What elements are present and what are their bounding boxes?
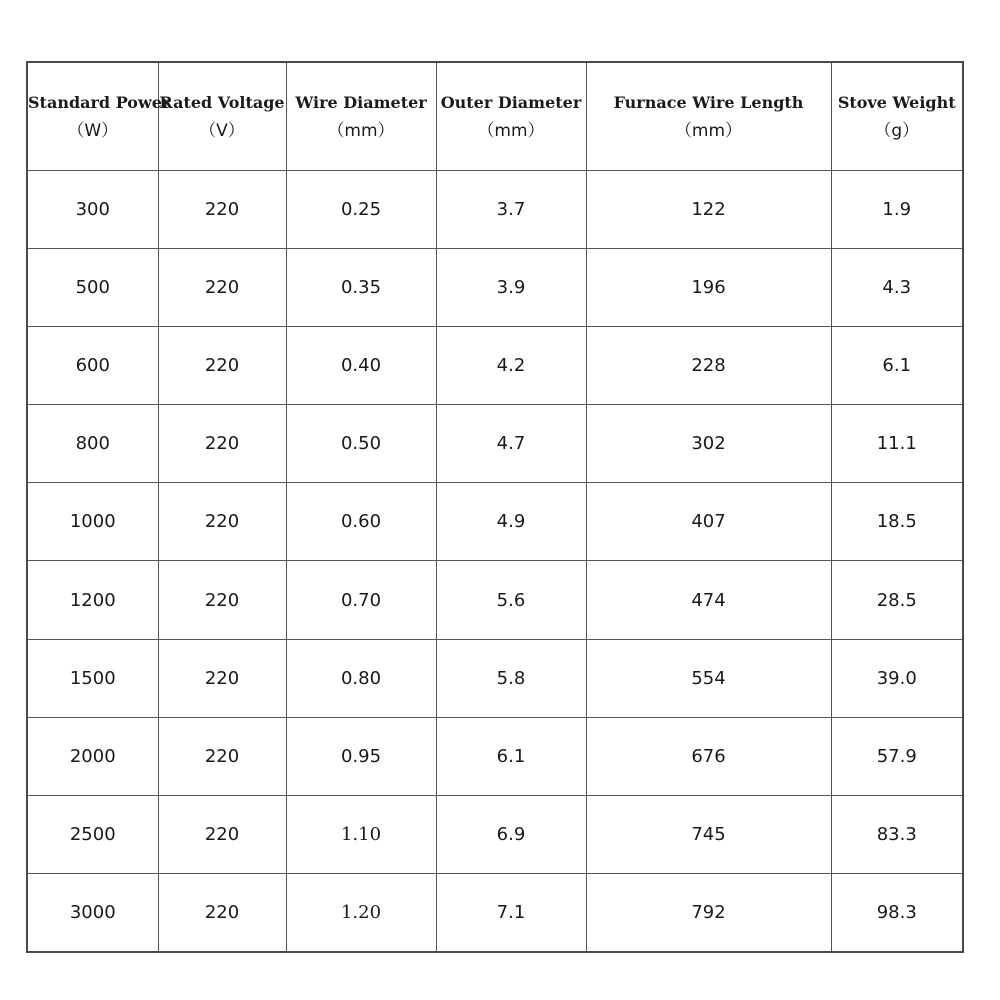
cell-furnace-wire-length: 676 (586, 717, 831, 795)
header-title: Furnace Wire Length (613, 92, 804, 112)
cell-furnace-wire-length: 228 (586, 327, 831, 405)
header-title: Rated Voltage (159, 92, 285, 112)
table-row (27, 483, 963, 561)
cell-outer-diameter: 5.6 (436, 561, 586, 639)
header-rated-voltage (158, 62, 286, 171)
spec-table (26, 61, 964, 953)
header-outer-diameter (436, 62, 586, 171)
cell-standard-power: 2500 (27, 795, 158, 873)
cell-stove-weight: 6.1 (831, 327, 963, 405)
table-row (27, 171, 963, 249)
cell-standard-power: 2000 (27, 717, 158, 795)
table-row (27, 561, 963, 639)
cell-rated-voltage: 220 (158, 171, 286, 249)
cell-furnace-wire-length: 122 (586, 171, 831, 249)
header-unit: （mm） (477, 120, 545, 141)
cell-wire-diameter: 0.25 (286, 171, 436, 249)
cell-rated-voltage: 220 (158, 249, 286, 327)
cell-furnace-wire-length: 554 (586, 639, 831, 717)
table-row (27, 795, 963, 873)
cell-outer-diameter: 6.1 (436, 717, 586, 795)
header-title: Wire Diameter (295, 92, 427, 112)
cell-wire-diameter: 1.10 (286, 795, 436, 873)
header-title: Standard Power (28, 92, 171, 112)
cell-wire-diameter: 0.80 (286, 639, 436, 717)
cell-furnace-wire-length: 196 (586, 249, 831, 327)
table-row (27, 405, 963, 483)
header-stove-weight (831, 62, 963, 171)
cell-rated-voltage: 220 (158, 795, 286, 873)
cell-stove-weight: 1.9 (831, 171, 963, 249)
cell-stove-weight: 4.3 (831, 249, 963, 327)
cell-wire-diameter: 0.35 (286, 249, 436, 327)
cell-rated-voltage: 220 (158, 561, 286, 639)
table-body (27, 171, 963, 953)
cell-outer-diameter: 3.7 (436, 171, 586, 249)
cell-stove-weight: 83.3 (831, 795, 963, 873)
cell-stove-weight: 28.5 (831, 561, 963, 639)
cell-standard-power: 1200 (27, 561, 158, 639)
cell-wire-diameter: 1.20 (286, 873, 436, 952)
cell-furnace-wire-length: 745 (586, 795, 831, 873)
cell-furnace-wire-length: 474 (586, 561, 831, 639)
cell-wire-diameter: 0.60 (286, 483, 436, 561)
cell-standard-power: 600 (27, 327, 158, 405)
cell-rated-voltage: 220 (158, 873, 286, 952)
cell-outer-diameter: 7.1 (436, 873, 586, 952)
cell-wire-diameter: 0.70 (286, 561, 436, 639)
header-wire-diameter (286, 62, 436, 171)
cell-outer-diameter: 5.8 (436, 639, 586, 717)
table-row (27, 873, 963, 952)
cell-standard-power: 1000 (27, 483, 158, 561)
cell-standard-power: 800 (27, 405, 158, 483)
cell-stove-weight: 57.9 (831, 717, 963, 795)
header-unit: （mm） (327, 120, 395, 141)
cell-outer-diameter: 6.9 (436, 795, 586, 873)
table-row (27, 639, 963, 717)
cell-stove-weight: 98.3 (831, 873, 963, 952)
cell-outer-diameter: 4.2 (436, 327, 586, 405)
header-row (27, 62, 963, 171)
header-standard-power (27, 62, 171, 171)
cell-outer-diameter: 4.7 (436, 405, 586, 483)
cell-rated-voltage: 220 (158, 405, 286, 483)
cell-wire-diameter: 0.50 (286, 405, 436, 483)
cell-standard-power: 3000 (27, 873, 158, 952)
cell-standard-power: 1500 (27, 639, 158, 717)
cell-outer-diameter: 4.9 (436, 483, 586, 561)
cell-wire-diameter: 0.40 (286, 327, 436, 405)
table-row (27, 249, 963, 327)
cell-outer-diameter: 3.9 (436, 249, 586, 327)
header-title: Stove Weight (837, 92, 956, 112)
table-header (27, 62, 963, 171)
cell-rated-voltage: 220 (158, 327, 286, 405)
header-unit: （V） (199, 120, 245, 141)
cell-rated-voltage: 220 (158, 483, 286, 561)
header-unit: （W） (67, 120, 119, 141)
header-title: Outer Diameter (440, 92, 582, 112)
cell-standard-power: 500 (27, 249, 158, 327)
cell-stove-weight: 39.0 (831, 639, 963, 717)
cell-furnace-wire-length: 407 (586, 483, 831, 561)
cell-standard-power: 300 (27, 171, 158, 249)
cell-rated-voltage: 220 (158, 717, 286, 795)
table-row (27, 327, 963, 405)
cell-stove-weight: 11.1 (831, 405, 963, 483)
header-unit: （g） (874, 120, 920, 141)
table-row (27, 717, 963, 795)
cell-stove-weight: 18.5 (831, 483, 963, 561)
cell-wire-diameter: 0.95 (286, 717, 436, 795)
header-furnace-wire-length (586, 62, 831, 171)
header-unit: （mm） (674, 120, 743, 141)
cell-furnace-wire-length: 792 (586, 873, 831, 952)
cell-rated-voltage: 220 (158, 639, 286, 717)
cell-furnace-wire-length: 302 (586, 405, 831, 483)
